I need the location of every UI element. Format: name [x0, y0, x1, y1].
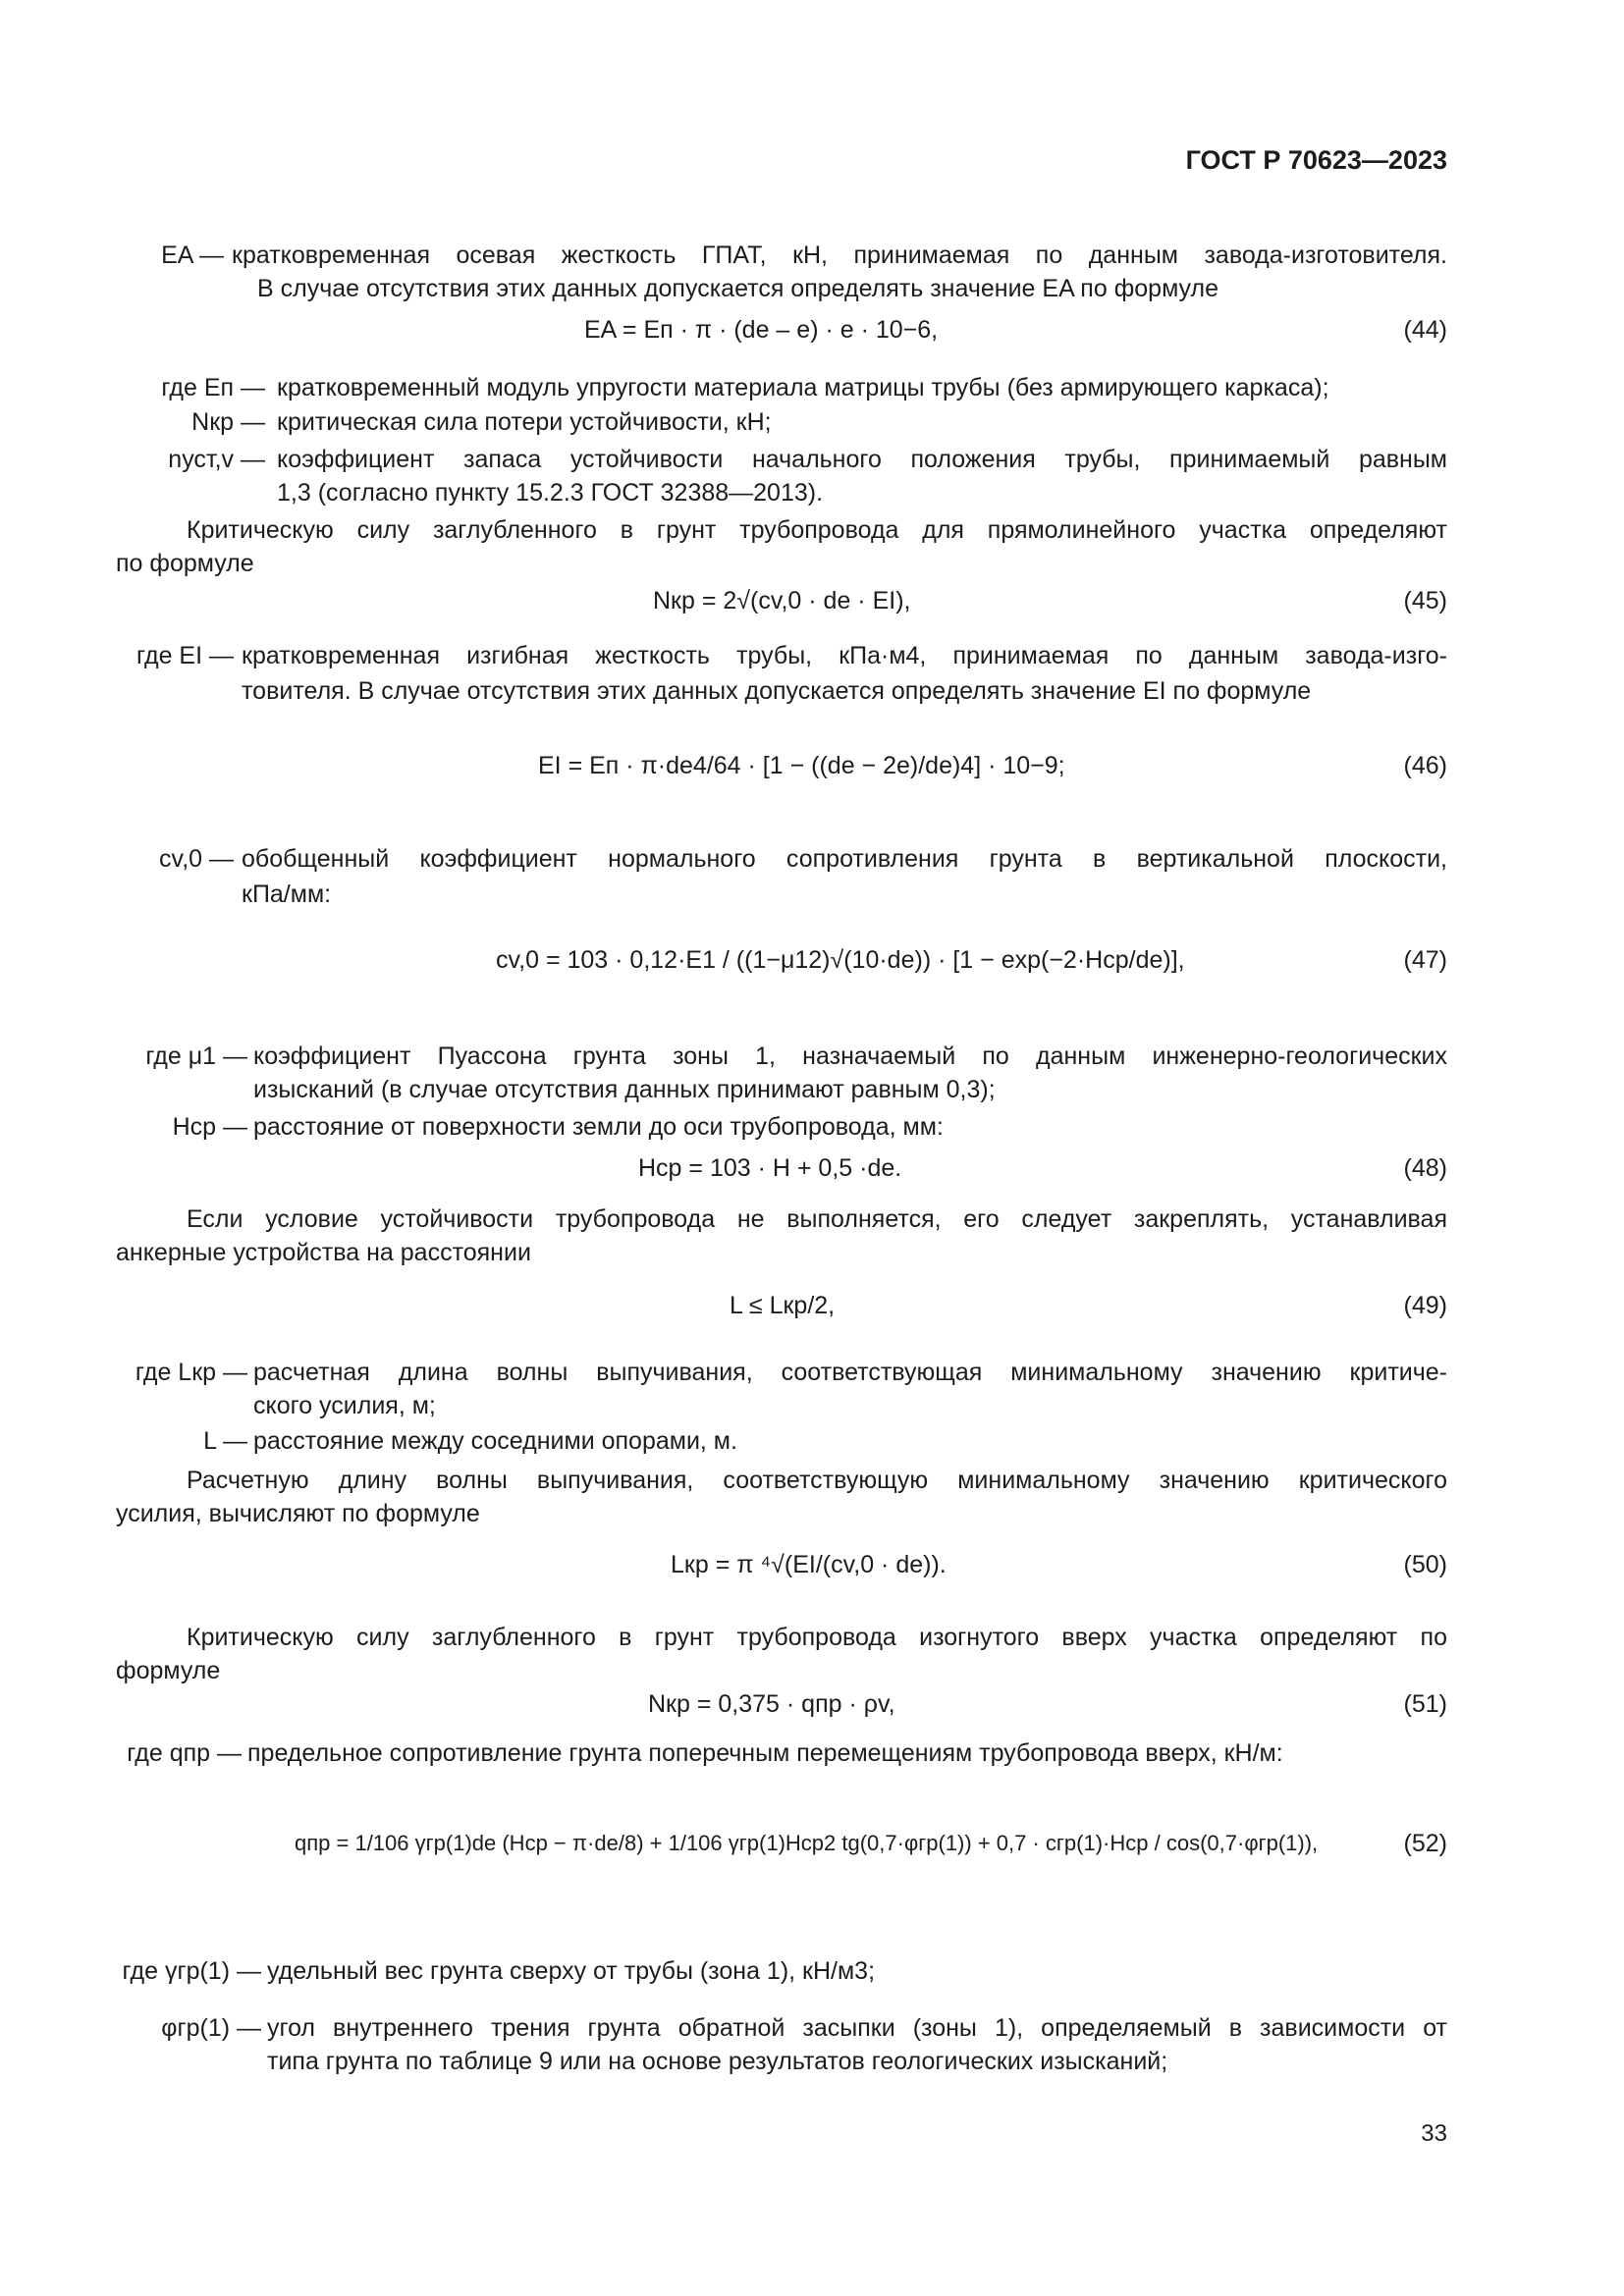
- def-mu1-line2: изысканий (в случае отсутствия данных принимают равным 0,3);: [253, 1076, 996, 1103]
- equation-number-47: (47): [1403, 946, 1447, 974]
- para50-line1: Расчетную длину волны выпучивания, соответствующую минимальному значению критического: [187, 1467, 1447, 1494]
- def-hsr: расстояние от поверхности земли до оси трубопровода, мм:: [253, 1113, 944, 1141]
- def-ei-line2: товителя. В случае отсутствия этих данных допускается определять значение EI по формуле: [242, 677, 1312, 705]
- def-lkr-line2: ского усилия, м;: [253, 1392, 436, 1419]
- def-lkr-line1: расчетная длина волны выпучивания, соответствующая минимальному значению критиче-: [253, 1359, 1447, 1386]
- def-ep: кратковременный модуль упругости материала матрицы трубы (без армирующего каркаса);: [277, 374, 1329, 401]
- para51-line2: формуле: [116, 1657, 221, 1684]
- equation-number-45: (45): [1403, 587, 1447, 614]
- def-nust-line2: 1,3 (согласно пункту 15.2.3 ГОСТ 32388—2013).: [277, 479, 824, 507]
- term-phi-gr: φгр(1) —: [161, 2014, 261, 2042]
- formula-52: qпр = 1/106 γгр(1)de (Hср − π·de/8) + 1/106 γгр(1)Hср2 tg(0,7·φгр(1)) + 0,7 · cгр(1)·Hср / cos(0,7·φгр(1)),: [295, 1831, 1319, 1855]
- def-phi-gr-line2: типа грунта по таблице 9 или на основе результатов геологических изысканий;: [267, 2048, 1168, 2075]
- formula-51: Nкр = 0,375 · qпр · ρv,: [648, 1690, 895, 1718]
- para45-line1: Критическую силу заглубленного в грунт трубопровода для прямолинейного участка определяют: [187, 516, 1447, 544]
- equation-number-46: (46): [1403, 752, 1447, 779]
- def-ea-line2: В случае отсутствия этих данных допускается определять значение EA по формуле: [257, 275, 1218, 302]
- formula-45: Nкр = 2√(cv,0 · de · EI),: [653, 587, 911, 614]
- def-cv0-line1: обобщенный коэффициент нормального сопротивления грунта в вертикальной плоскости,: [242, 845, 1447, 873]
- def-ea-line1: кратковременная осевая жесткость ГПАТ, кН, принимаемая по данным завода-изготовителя.: [232, 241, 1447, 269]
- formula-50: Lкр = π ⁴√(EI/(cv,0 · de)).: [671, 1551, 947, 1578]
- term-l: L —: [203, 1427, 247, 1455]
- def-mu1-line1: коэффициент Пуассона грунта зоны 1, назначаемый по данным инженерно-геологических: [253, 1042, 1447, 1070]
- term-ea: EA —: [161, 241, 224, 269]
- equation-number-50: (50): [1403, 1551, 1447, 1578]
- equation-number-51: (51): [1403, 1690, 1447, 1718]
- para49-line2: анкерные устройства на расстоянии: [116, 1239, 531, 1266]
- formula-46: EI = Eп · π·de4/64 · [1 − ((de − 2e)/de)4] · 10−9;: [538, 752, 1065, 779]
- def-cv0-line2: кПа/мм:: [242, 881, 332, 908]
- term-hsr: Hср —: [172, 1113, 247, 1141]
- def-qpr: предельное сопротивление грунта поперечным перемещениям трубопровода вверх, кН/м:: [247, 1739, 1283, 1767]
- para51-line1: Критическую силу заглубленного в грунт трубопровода изогнутого вверх участка определяют по: [187, 1624, 1447, 1651]
- formula-47: cv,0 = 103 · 0,12·E1 / ((1−μ12)√(10·de)) · [1 − exp(−2·Hср/de)],: [496, 946, 1185, 974]
- page-number: 33: [1421, 2120, 1447, 2147]
- def-ei-line1: кратковременная изгибная жесткость трубы, кПа·м4, принимаемая по данным завода-изго-: [242, 642, 1447, 669]
- term-nust: nуст,v —: [168, 446, 265, 473]
- para45-line2: по формуле: [116, 550, 254, 577]
- equation-number-52: (52): [1403, 1830, 1447, 1857]
- def-nust-line1: коэффициент запаса устойчивости начального положения трубы, принимаемый равным: [277, 446, 1447, 473]
- equation-number-44: (44): [1403, 316, 1447, 344]
- term-nkr: Nкр —: [191, 408, 265, 436]
- def-gamma-gr: удельный вес грунта сверху от трубы (зона 1), кН/м3;: [267, 1957, 876, 1985]
- para49-line1: Если условие устойчивости трубопровода не выполняется, его следует закреплять, устанавливая: [187, 1205, 1447, 1233]
- equation-number-48: (48): [1403, 1154, 1447, 1182]
- term-gamma-gr: где γгр(1) —: [122, 1957, 261, 1985]
- def-nkr: критическая сила потери устойчивости, кН;: [277, 408, 772, 436]
- formula-48: Hср = 103 · H + 0,5 ·de.: [638, 1154, 902, 1182]
- document-header: ГОСТ Р 70623—2023: [1185, 145, 1447, 175]
- term-mu1: где μ1 —: [145, 1042, 247, 1070]
- term-ei: где EI —: [136, 642, 234, 669]
- formula-49: L ≤ Lкр/2,: [730, 1292, 836, 1319]
- term-ep: где Eп —: [161, 374, 265, 401]
- equation-number-49: (49): [1403, 1292, 1447, 1319]
- term-cv0: cv,0 —: [159, 845, 234, 873]
- def-l: расстояние между соседними опорами, м.: [253, 1427, 737, 1455]
- term-lkr: где Lкр —: [135, 1359, 247, 1386]
- para50-line2: усилия, вычисляют по формуле: [116, 1500, 480, 1527]
- term-qpr: где qпр —: [127, 1739, 242, 1767]
- def-phi-gr-line1: угол внутреннего трения грунта обратной засыпки (зоны 1), определяемый в зависимости от: [267, 2014, 1447, 2042]
- formula-44: EA = Eп · π · (de – e) · e · 10−6,: [584, 316, 939, 344]
